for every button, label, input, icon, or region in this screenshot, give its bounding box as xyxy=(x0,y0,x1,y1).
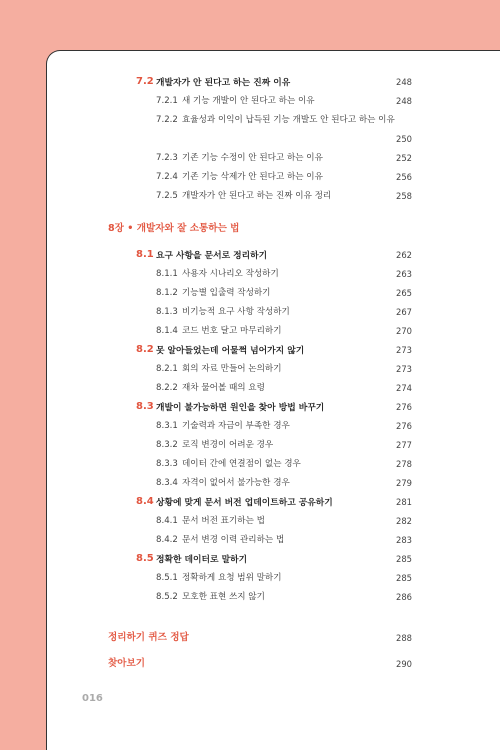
toc-subsection[interactable] xyxy=(60,171,412,190)
subsection-title: 모호한 표현 쓰지 않기 xyxy=(182,592,265,602)
section-title: 정확한 데이터로 말하기 xyxy=(156,555,248,565)
subsection-number: 7.2.4 xyxy=(156,172,178,182)
subsection-title: 기존 기능 수정이 안 된다고 하는 이유 xyxy=(182,153,323,163)
page-ref: 250 xyxy=(396,134,412,144)
page-ref: 277 xyxy=(396,440,412,450)
subsection-title: 기존 기능 삭제가 안 된다고 하는 이유 xyxy=(182,172,323,182)
subsection-title: 개발자가 안 된다고 하는 진짜 이유 정리 xyxy=(182,191,332,201)
page-ref: 276 xyxy=(396,421,412,431)
subsection-title: 새 기능 개발이 안 된다고 하는 이유 xyxy=(182,96,315,106)
subsection-title: 재차 물어볼 때의 요령 xyxy=(182,383,265,393)
subsection-number: 8.2.1 xyxy=(156,364,178,374)
subsection-number: 8.1.2 xyxy=(156,288,178,298)
toc-subsection[interactable] xyxy=(60,382,412,401)
toc-subsection[interactable] xyxy=(60,534,412,553)
subsection-title: 문서 변경 이력 관리하는 법 xyxy=(182,535,285,545)
section-title: 개발자가 안 된다고 하는 진짜 이유 xyxy=(156,78,291,88)
toc-subsection[interactable] xyxy=(60,572,412,591)
page-ref: 282 xyxy=(396,516,412,526)
toc-section-8-1[interactable] xyxy=(60,249,412,268)
section-number: 8.1 xyxy=(136,249,154,260)
toc-section-8-5[interactable] xyxy=(60,553,412,572)
section-title: 요구 사항을 문서로 정리하기 xyxy=(156,251,268,261)
subsection-number: 8.5.1 xyxy=(156,573,178,583)
subsection-title: 효율성과 이익이 납득된 기능 개발도 안 된다고 하는 이유 xyxy=(182,115,395,125)
subsection-title: 문서 버전 표기하는 법 xyxy=(182,516,265,526)
subsection-number: 8.1.1 xyxy=(156,269,178,279)
page-number: 016 xyxy=(82,693,103,704)
subsection-number: 8.3.3 xyxy=(156,459,178,469)
subsection-title: 데이터 간에 연결점이 없는 경우 xyxy=(182,459,301,469)
subsection-number: 8.1.3 xyxy=(156,307,178,317)
subsection-title: 회의 자료 만들어 논의하기 xyxy=(182,364,282,374)
section-number: 8.2 xyxy=(136,344,154,355)
toc-section-8-2[interactable] xyxy=(60,344,412,363)
toc-subsection[interactable] xyxy=(60,95,412,114)
toc-subsection[interactable] xyxy=(60,190,412,209)
subsection-number: 7.2.1 xyxy=(156,96,178,106)
toc-section-8-3[interactable] xyxy=(60,401,412,420)
chapter-title: 찾아보기 xyxy=(108,658,146,669)
subsection-number: 8.3.2 xyxy=(156,440,178,450)
page-ref: 258 xyxy=(396,191,412,201)
toc-subsection[interactable] xyxy=(60,458,412,477)
toc-subsection[interactable] xyxy=(60,268,412,287)
toc-subsection[interactable] xyxy=(60,591,412,610)
subsection-number: 7.2.3 xyxy=(156,153,178,163)
section-title: 못 알아들었는데 어물쩍 넘어가지 않기 xyxy=(156,346,305,356)
page-ref: 283 xyxy=(396,535,412,545)
subsection-title: 기술력과 자금이 부족한 경우 xyxy=(182,421,290,431)
subsection-number: 8.4.2 xyxy=(156,535,178,545)
toc-subsection[interactable] xyxy=(60,114,412,152)
subsection-title: 코드 번호 달고 마무리하기 xyxy=(182,326,282,336)
toc-subsection[interactable] xyxy=(60,420,412,439)
toc-subsection[interactable] xyxy=(60,306,412,325)
toc-subsection[interactable] xyxy=(60,325,412,344)
page-ref: 274 xyxy=(396,383,412,393)
toc-quiz-answers[interactable] xyxy=(60,632,412,658)
page-ref: 290 xyxy=(396,659,412,669)
toc-subsection[interactable] xyxy=(60,515,412,534)
subsection-number: 8.4.1 xyxy=(156,516,178,526)
page-ref: 273 xyxy=(396,364,412,374)
toc-subsection[interactable] xyxy=(60,363,412,382)
subsection-number: 8.3.4 xyxy=(156,478,178,488)
subsection-title: 정확하게 요청 범위 말하기 xyxy=(182,573,282,583)
toc-subsection[interactable] xyxy=(60,287,412,306)
page-ref: 262 xyxy=(396,250,412,260)
chapter-title: 정리하기 퀴즈 정답 xyxy=(108,632,189,643)
toc-chapter-8[interactable] xyxy=(60,223,412,249)
page-ref: 273 xyxy=(396,345,412,355)
toc-subsection[interactable] xyxy=(60,477,412,496)
subsection-number: 8.3.1 xyxy=(156,421,178,431)
subsection-title: 로직 변경이 어려운 경우 xyxy=(182,440,274,450)
section-number: 8.4 xyxy=(136,496,154,507)
page-ref: 276 xyxy=(396,402,412,412)
table-of-contents xyxy=(60,76,412,684)
subsection-number: 8.5.2 xyxy=(156,592,178,602)
page-ref: 279 xyxy=(396,478,412,488)
page-ref: 248 xyxy=(396,77,412,87)
page-ref: 278 xyxy=(396,459,412,469)
subsection-number: 7.2.5 xyxy=(156,191,178,201)
page-ref: 252 xyxy=(396,153,412,163)
page-ref: 256 xyxy=(396,172,412,182)
toc-section-8-4[interactable] xyxy=(60,496,412,515)
subsection-title: 기능별 입출력 작성하기 xyxy=(182,288,271,298)
page-ref: 248 xyxy=(396,96,412,106)
page-ref: 270 xyxy=(396,326,412,336)
subsection-title: 비기능적 요구 사항 작성하기 xyxy=(182,307,290,317)
section-title: 상황에 맞게 문서 버전 업데이트하고 공유하기 xyxy=(156,498,333,508)
page-ref: 285 xyxy=(396,573,412,583)
page-ref: 265 xyxy=(396,288,412,298)
toc-index[interactable] xyxy=(60,658,412,684)
page-ref: 267 xyxy=(396,307,412,317)
page-ref: 285 xyxy=(396,554,412,564)
chapter-title: 8장 • 개발자와 잘 소통하는 법 xyxy=(108,223,240,234)
toc-subsection[interactable] xyxy=(60,152,412,171)
section-number: 7.2 xyxy=(136,76,154,87)
section-number: 8.5 xyxy=(136,553,154,564)
section-number: 8.3 xyxy=(136,401,154,412)
section-title: 개발이 불가능하면 원인을 찾아 방법 바꾸기 xyxy=(156,403,325,413)
subsection-title: 사용자 시나리오 작성하기 xyxy=(182,269,279,279)
subsection-title: 자격이 없어서 불가능한 경우 xyxy=(182,478,290,488)
page-ref: 281 xyxy=(396,497,412,507)
page-ref: 286 xyxy=(396,592,412,602)
subsection-number: 7.2.2 xyxy=(156,115,178,125)
toc-section-7-2[interactable] xyxy=(60,76,412,95)
page-ref: 288 xyxy=(396,633,412,643)
toc-subsection[interactable] xyxy=(60,439,412,458)
subsection-number: 8.2.2 xyxy=(156,383,178,393)
subsection-number: 8.1.4 xyxy=(156,326,178,336)
page-ref: 263 xyxy=(396,269,412,279)
